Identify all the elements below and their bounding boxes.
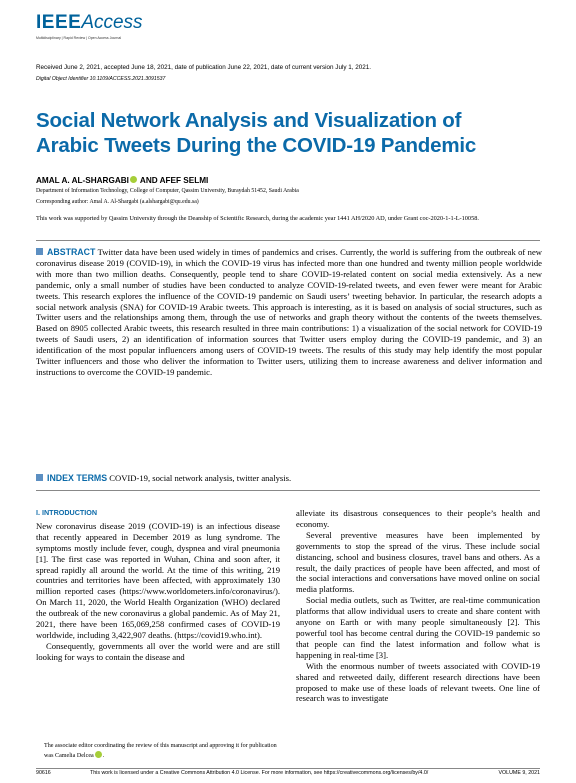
paragraph: With the enormous number of tweets associated with COVID-19 shared and retweeted daily, different research directions have been proposed to make use of these loads of relevant tweets. One line of research was to investigate <box>296 660 540 704</box>
author-1: AMAL A. AL-SHARGABI <box>36 176 129 185</box>
square-bullet-icon <box>36 248 43 255</box>
paragraph: New coronavirus disease 2019 (COVID-19) is an infectious disease that recently appeared in December 2019 as lung syndrome. The symptoms mostly include fever, cough, dyspnea and viral pneumonia [1]. The first case was reported in Wuhan, China and soon after, it spread rapidly all around the world. At the time of this writing, 219 countries and territories have been affected, with approximately 130 million reported cases (https://www.worldometers.info/coronavirus/). On March 11, 2020, the World Health Organization (WHO) declared the outbreak of the new coronavirus a global pandemic. As of May 21, 2021, there have been 165,069,258 confirmed cases of COVID-19 worldwide, including 3,422,907 deaths. (https://covid19.who.int). <box>36 520 280 640</box>
volume-info: VOLUME 9, 2021 <box>498 770 540 776</box>
paper-title: Social Network Analysis and Visualization of Arabic Tweets During the COVID-19 Pandemic <box>36 109 477 157</box>
publication-dates: Received June 2, 2021, accepted June 18, 2021, date of publication June 22, 2021, date of current version July 1, 2021. <box>36 64 372 71</box>
journal-tagline: Multidisciplinary | Rapid Review | Open Access Journal <box>36 36 122 40</box>
divider <box>36 240 540 241</box>
right-column <box>296 508 540 704</box>
paragraph: Consequently, governments all over the world were and are still looking for ways to contain the disease and <box>36 640 280 662</box>
paragraph: alleviate its disastrous consequences to their people’s health and economy. <box>296 508 540 529</box>
author-2: AND AFEF SELMI <box>139 176 209 185</box>
page-footer <box>36 770 540 779</box>
left-column <box>36 508 280 663</box>
divider <box>36 490 540 491</box>
paragraph: Social media outlets, such as Twitter, are real-time communication platforms that allow individual users to create and share content with anyone on Earth or with many people simultaneously [2]. This powerful tool has become central during the COVID-19 pandemic so that people can find the latest information and follow what is happening in real-time [3]. <box>296 595 540 660</box>
funding-statement: This work was supported by Qassim University through the Deanship of Scientific Research, during the academic year 1441 AH/2020 AD, under Grant coc-2020-1-1-L-10058. <box>36 215 479 222</box>
index-terms-text: COVID-19, social network analysis, twitter analysis. <box>109 473 292 483</box>
index-terms <box>36 473 291 483</box>
orcid-icon[interactable] <box>95 751 102 758</box>
paragraph: Several preventive measures have been implemented by governments to stop the spread of the virus. These include social distancing, school and business closures, travel bans and others. As a result, the daily practices of people have been affected, and most of the social interactions and conversations have moved online on social media platforms. <box>296 529 540 595</box>
corresponding-author: Corresponding author: Amal A. Al-Shargabi (a.alshargabi@qu.edu.sa) <box>36 199 199 205</box>
authors <box>36 176 208 185</box>
doi: Digital Object Identifier 10.1109/ACCESS.2021.3091537 <box>36 76 166 82</box>
footer-divider <box>36 768 540 769</box>
abstract-text: Twitter data have been used widely in times of pandemics and crises. Currently, the world is suffering from the outbreak of new coronavirus disease 2019 (COVID-19), in which the COVID-19 virus has infected more than one hundred and twenty million people worldwide with more than two million deaths. Consequently, people tend to share COVID-19-related content on social media extensively. As a new pandemic, only a small number of studies have been conducted to analyze COVID-19-related tweets, and even fewer were meant for Arabic tweets. This research explores the influence of the COVID-19 pandemic on Saudi users’ tweeting behavior. In particular, the research adopts a social network analysis (SNA) for COVID-19 Arabic tweets. This approach is interesting, as it is based on analysis of social structures, such as Twitter users and the relationships among them, through the use of networks and graph theory without the contents of the tweets themselves. Based on 8905 collected Arabic tweets, this research resulted in three main contributions: 1) a visualization of the social network for COVID-19 tweets of Saudi users, 2) an identification of information sources that Twitter users employ during the COVID-19 pandemic, and 3) an identification of the most popular influencers among users of COVID-19 tweets. The results of this study may help identify the most popular Twitter influencers and those who deliver the information to Twitter users, utilizing them to increase awareness and deliver information and instructions to overcome the COVID-19 pandemic. <box>36 247 542 377</box>
affiliation: Department of Information Technology, College of Computer, Qassim University, Buraydah 51452, Saudi Arabia <box>36 188 299 194</box>
journal-logo <box>36 12 143 40</box>
abstract <box>36 247 542 378</box>
journal-name-light: Access <box>81 12 143 33</box>
license-notice[interactable]: This work is licensed under a Creative Commons Attribution 4.0 License. For more information, see https://creativecommons.org/licenses/by/4.0/ <box>90 770 429 776</box>
section-heading: I. INTRODUCTION <box>36 508 98 517</box>
square-bullet-icon <box>36 474 43 481</box>
footnote: The associate editor coordinating the review of this manuscript and approving it for publication was Camelia Delcea . <box>44 743 277 759</box>
footnote-text: The associate editor coordinating the review of this manuscript and approving it for publication was Camelia Delcea <box>44 743 277 759</box>
index-terms-label: INDEX TERMS <box>47 473 108 483</box>
journal-name-bold: IEEE <box>36 12 82 33</box>
abstract-label: ABSTRACT <box>47 247 96 257</box>
orcid-icon[interactable] <box>130 176 137 183</box>
page-number: 90616 <box>36 770 51 776</box>
